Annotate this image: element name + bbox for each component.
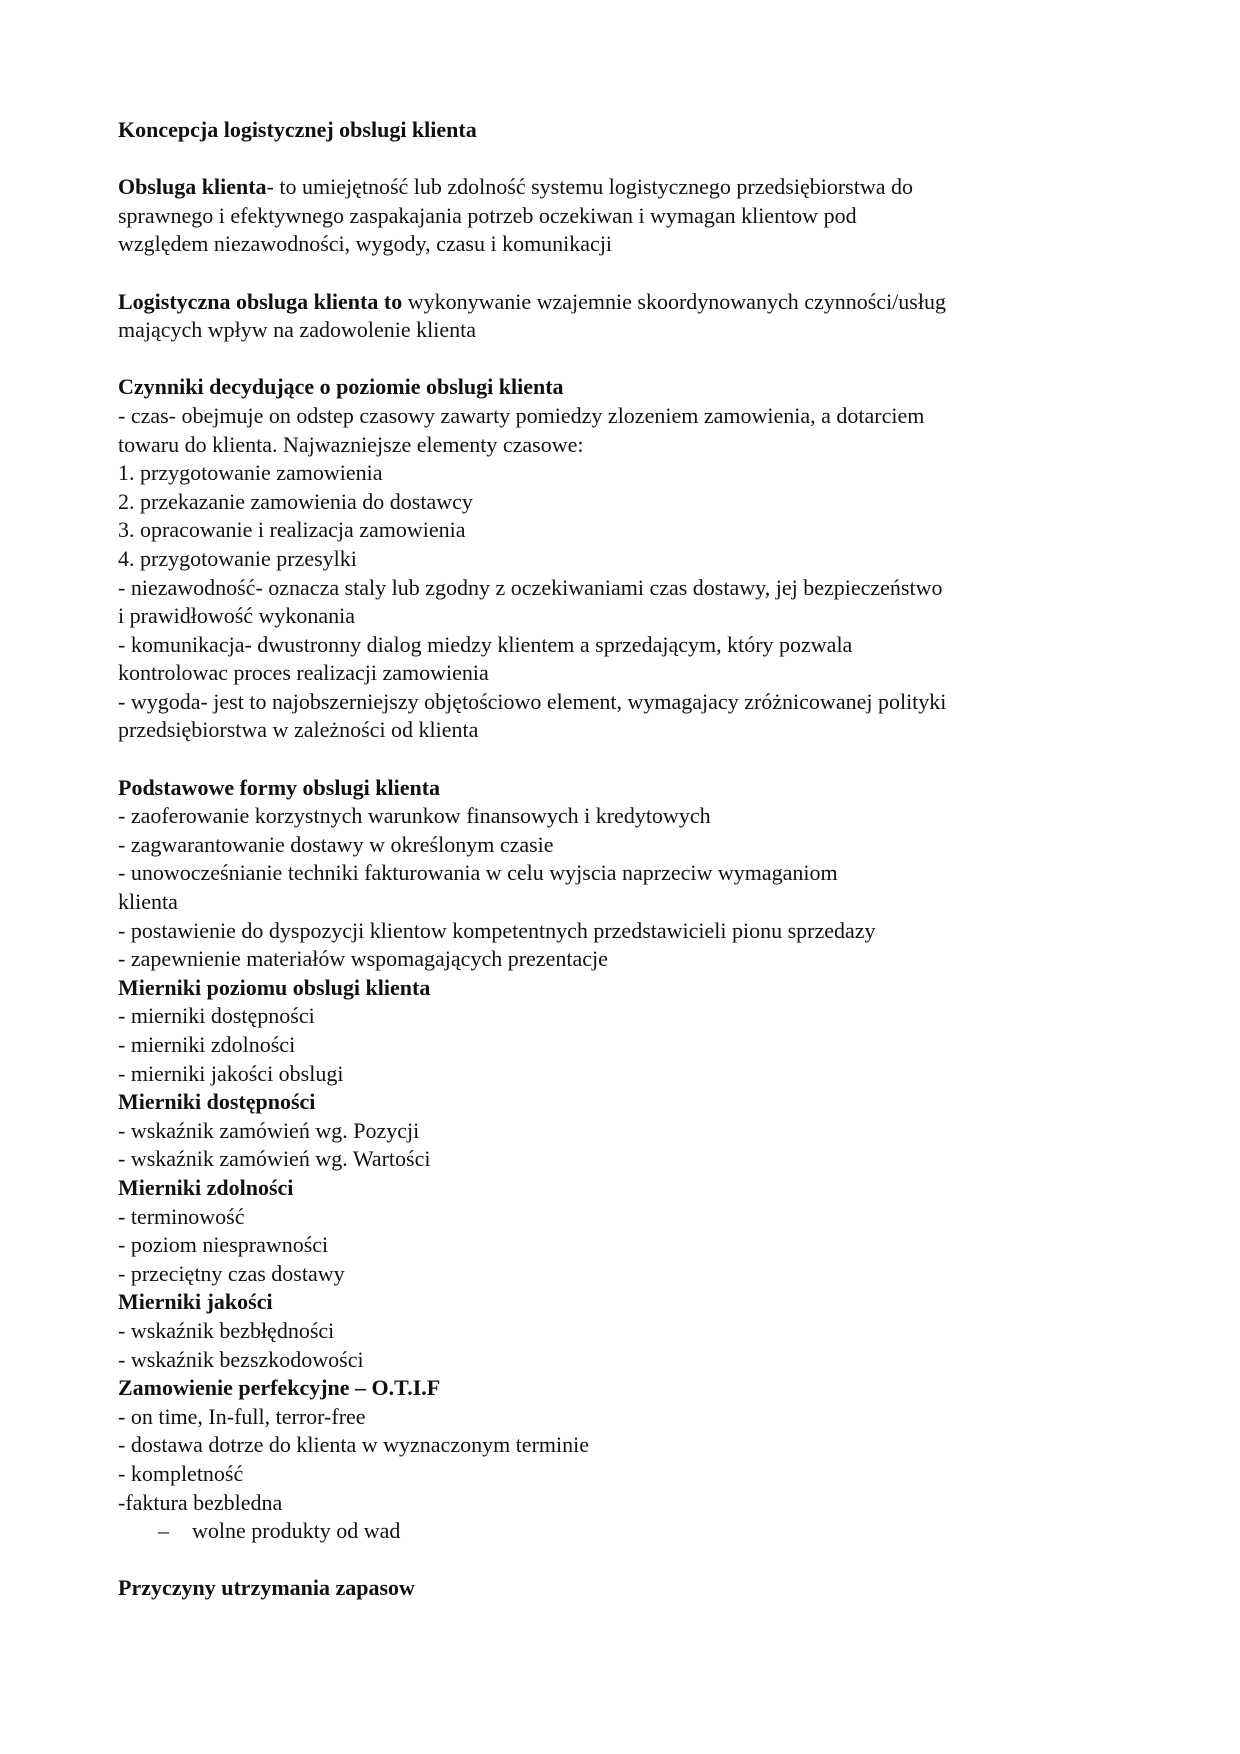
list-item: - zagwarantowanie dostawy w określonym czasie	[118, 831, 554, 857]
spacer	[118, 145, 1128, 174]
spacer	[118, 345, 1128, 374]
section-heading: Podstawowe formy obslugi klienta	[118, 774, 441, 800]
dash-item-text: wolne produkty od wad	[192, 1518, 401, 1544]
dash-bullet: –	[158, 1518, 169, 1544]
section-heading: Mierniki dostępności	[118, 1089, 316, 1115]
paragraph-line: mających wpływ na zadowolenie klienta	[118, 317, 476, 343]
dash-list-item	[118, 1517, 1128, 1546]
definition-paragraph-1	[118, 173, 1128, 202]
list-item: 3. opracowanie i realizacja zamowienia	[118, 517, 466, 543]
list-item: kontrolowac proces realizacji zamowienia	[118, 660, 489, 686]
list-item: przedsiębiorstwa w zależności od klienta	[118, 717, 479, 743]
list-item: 1. przygotowanie zamowienia	[118, 460, 383, 486]
list-item: -faktura bezbledna	[118, 1489, 283, 1515]
spacer	[118, 259, 1128, 288]
document-title: Koncepcja logistycznej obslugi klienta	[118, 117, 477, 142]
paragraph-line: względem niezawodności, wygody, czasu i komunikacji	[118, 231, 613, 257]
spacer	[118, 745, 1128, 774]
list-item: - unowocześnianie techniki fakturowania w celu wyjscia naprzeciw wymaganiom	[118, 860, 838, 886]
section-heading: Zamowienie perfekcyjne – O.T.I.F	[118, 1375, 441, 1401]
list-item: klienta	[118, 889, 178, 915]
list-item: towaru do klienta. Najwazniejsze elementy czasowe:	[118, 431, 584, 457]
list-item: - wskaźnik bezszkodowości	[118, 1346, 364, 1372]
list-item: - zapewnienie materiałów wspomagających prezentacje	[118, 946, 608, 972]
list-item: 4. przygotowanie przesylki	[118, 545, 357, 571]
list-item: - przeciętny czas dostawy	[118, 1260, 345, 1286]
list-item: - terminowość	[118, 1203, 245, 1229]
section-heading: Mierniki zdolności	[118, 1174, 294, 1200]
definition-paragraph-2	[118, 288, 1128, 317]
list-item: - mierniki zdolności	[118, 1032, 296, 1057]
list-item: - poziom niesprawności	[118, 1232, 329, 1258]
list-item: - on time, In-full, terror-free	[118, 1403, 366, 1429]
list-item: i prawidłowość wykonania	[118, 603, 356, 629]
list-item: - mierniki dostępności	[118, 1003, 315, 1029]
definition-term: Logistyczna obsluga klienta to	[118, 288, 403, 314]
section-heading: Mierniki jakości	[118, 1289, 273, 1315]
definition-term: Obsluga klienta	[118, 174, 267, 200]
list-item: - wskaźnik bezbłędności	[118, 1317, 335, 1343]
list-item: - niezawodność- oznacza staly lub zgodny z oczekiwaniami czas dostawy, jej bezpieczeństwo	[118, 574, 943, 600]
section-heading: Mierniki poziomu obslugi klienta	[118, 974, 431, 1000]
list-item: 2. przekazanie zamowienia do dostawcy	[118, 488, 473, 514]
list-item: - postawienie do dyspozycji klientow kompetentnych przedstawicieli pionu sprzedazy	[118, 917, 876, 943]
list-item: - wygoda- jest to najobszerniejszy objętościowo element, wymagajacy zróżnicowanej polityki	[118, 688, 947, 714]
document-page	[118, 116, 1128, 1603]
list-item: - dostawa dotrze do klienta w wyznaczonym terminie	[118, 1432, 590, 1458]
list-item: - kompletność	[118, 1460, 244, 1486]
list-item: - zaoferowanie korzystnych warunkow finansowych i kredytowych	[118, 803, 711, 829]
list-item: - czas- obejmuje on odstep czasowy zawarty pomiedzy zlozeniem zamowienia, a dotarciem	[118, 402, 925, 428]
list-item: - wskaźnik zamówień wg. Wartości	[118, 1146, 431, 1172]
list-item: - wskaźnik zamówień wg. Pozycji	[118, 1117, 420, 1143]
paragraph-line: sprawnego i efektywnego zaspakajania potrzeb oczekiwan i wymagan klientow pod	[118, 202, 857, 228]
list-item: - komunikacja- dwustronny dialog miedzy klientem a sprzedającym, który pozwala	[118, 631, 853, 657]
definition-text: - to umiejętność lub zdolność systemu logistycznego przedsiębiorstwa do	[266, 174, 913, 200]
definition-text: wykonywanie wzajemnie skoordynowanych czynności/usług	[402, 288, 946, 314]
list-item: - mierniki jakości obslugi	[118, 1060, 344, 1086]
section-heading: Przyczyny utrzymania zapasow	[118, 1575, 415, 1601]
spacer	[118, 1546, 1128, 1575]
section-heading: Czynniki decydujące o poziomie obslugi klienta	[118, 374, 564, 400]
